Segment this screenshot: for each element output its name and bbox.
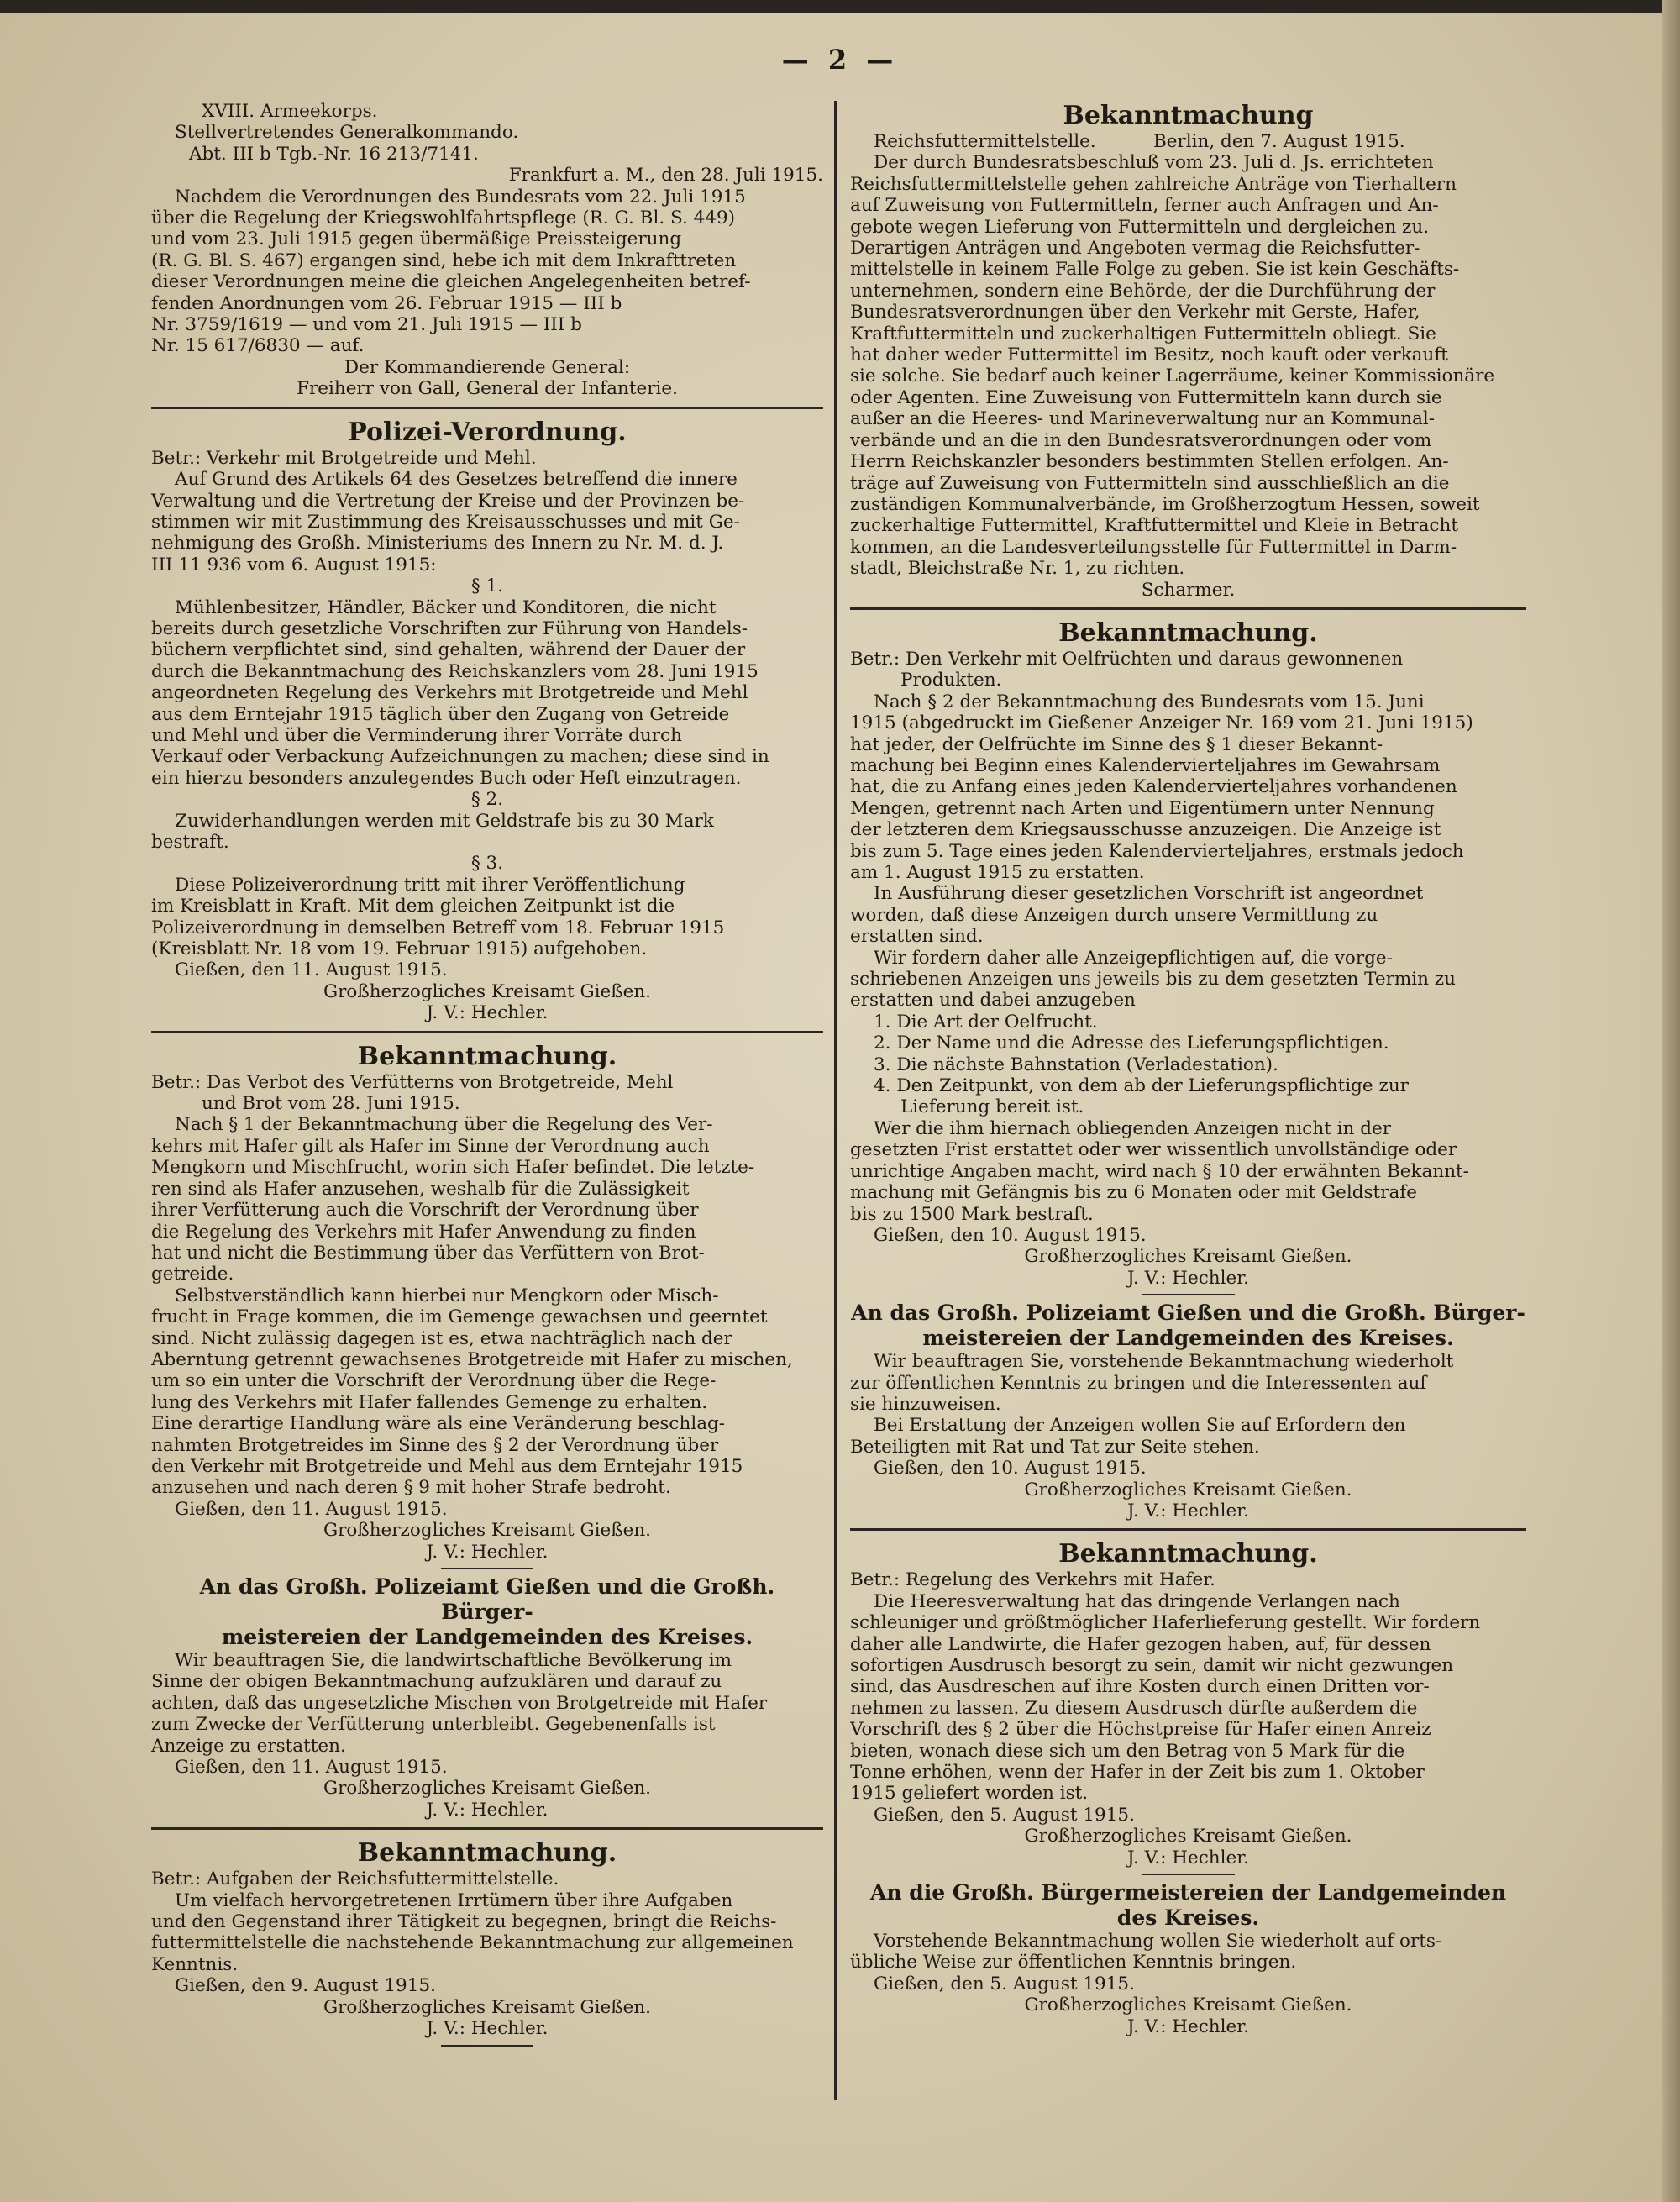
- text-line: fenden Anordnungen vom 26. Februar 1915 — III b: [151, 292, 622, 314]
- date-line: Gießen, den 11. August 1915.: [175, 959, 448, 981]
- text-line: Produkten.: [900, 670, 1002, 691]
- date-line: Gießen, den 11. August 1915.: [175, 1498, 448, 1520]
- text-line: Kenntnis.: [151, 1953, 239, 1975]
- text-line: verbände und an die in den Bundesratsverordnungen oder vom: [850, 429, 1432, 451]
- text-line: schleuniger und größtmöglicher Haferlieferung gestellt. Wir fordern: [850, 1612, 1481, 1634]
- text-line: Polizeiverordnung in demselben Betreff vom 18. Februar 1915: [151, 917, 725, 938]
- text-line: 1915 geliefert worden ist.: [850, 1783, 1089, 1805]
- text-line: XVIII. Armeekorps.: [202, 101, 378, 122]
- text-line: Auf Grund des Artikels 64 des Gesetzes betreffend die innere: [175, 469, 738, 491]
- text-line: Die Heeresverwaltung hat das dringende Verlangen nach: [874, 1590, 1400, 1612]
- text-line: bis zum 5. Tage eines jeden Kalendervierteljahres, erstmals jedoch: [850, 840, 1464, 862]
- text-line: Diese Polizeiverordnung tritt mit ihrer Veröffentlichung: [175, 874, 685, 896]
- text-line: Mengkorn und Mischfrucht, worin sich Hafer befindet. Die letzte-: [151, 1157, 755, 1179]
- signature: J. V.: Hechler.: [1126, 1847, 1249, 1868]
- date-line: Gießen, den 11. August 1915.: [175, 1757, 448, 1779]
- text-line: Wer die ihm hiernach obliegenden Anzeigen nicht in der: [874, 1117, 1391, 1139]
- text-line: übliche Weise zur öffentlichen Kenntnis bringen.: [850, 1952, 1297, 1973]
- text-line: Anzeige zu erstatten.: [151, 1735, 346, 1757]
- text-line: Wir beauftragen Sie, vorstehende Bekanntmachung wiederholt: [874, 1351, 1454, 1373]
- text-line: träge auf Zuweisung von Futtermitteln sind ausschließlich an die: [850, 472, 1450, 494]
- text-line: stimmen wir mit Zustimmung des Kreisausschusses und mit Ge-: [151, 511, 740, 533]
- signature: Freiherr von Gall, General der Infanterie.: [297, 378, 678, 400]
- text-line: Nr. 3759/1619 — und vom 21. Juli 1915 — III b: [151, 314, 582, 336]
- polizei-verordnung: [151, 418, 823, 1024]
- section-title-cont: meistereien der Landgemeinden des Kreises.: [922, 1326, 1454, 1351]
- short-rule: [441, 2045, 533, 2047]
- bekanntmachung-reichsfuttermittel: [151, 1838, 823, 2046]
- text-line: Betr.: Aufgaben der Reichsfuttermittelstelle.: [151, 1868, 559, 1890]
- text-line: bereits durch gesetzliche Vorschriften zur Führung von Handels-: [151, 618, 748, 639]
- text-line: den Verkehr mit Brotgetreide und Mehl aus dem Erntejahr 1915: [151, 1455, 743, 1477]
- text-line: anzusehen und nach deren § 9 mit hoher Strafe bedroht.: [151, 1477, 671, 1499]
- text-line: worden, daß diese Anzeigen durch unsere Vermittlung zu: [850, 904, 1378, 926]
- text-line: aus dem Erntejahr 1915 täglich über den Zugang von Getreide: [151, 703, 730, 725]
- text-line: Zuwiderhandlungen werden mit Geldstrafe bis zu 30 Mark: [175, 810, 714, 832]
- text-line: hat, die zu Anfang eines jeden Kalendervierteljahres vorhandenen: [850, 776, 1457, 798]
- signature: Scharmer.: [1141, 579, 1236, 601]
- text-line: schriebenen Anzeigen uns jeweils bis zu dem gesetzten Termin zu: [850, 969, 1456, 991]
- page-number: — 2 —: [781, 44, 899, 76]
- text-line: III 11 936 vom 6. August 1915:: [151, 554, 437, 575]
- text-line: hat daher weder Futtermittel im Besitz, noch kauft oder verkauft: [850, 344, 1448, 366]
- text-line: In Ausführung dieser gesetzlichen Vorschrift ist angeordnet: [874, 883, 1424, 905]
- text-line: Verwaltung und die Vertretung der Kreise und der Provinzen be-: [151, 490, 745, 512]
- short-rule: [441, 1568, 533, 1569]
- text-line: Verkauf oder Verbackung Aufzeichnungen zu machen; diese sind in: [151, 746, 769, 768]
- text-line: zuckerhaltige Futtermittel, Kraftfuttermittel und Kleie in Betracht: [850, 515, 1459, 537]
- text-line: und Mehl und über die Verminderung ihrer Vorräte durch: [151, 724, 682, 746]
- text-line: Sinne der obigen Bekanntmachung aufzuklären und darauf zu: [151, 1671, 722, 1693]
- text-line: mittelstelle in keinem Falle Folge zu geben. Sie ist kein Geschäfts-: [850, 259, 1460, 281]
- text-line: 1915 (abgedruckt im Gießener Anzeiger Nr. 169 vom 21. Juni 1915): [850, 712, 1473, 734]
- text-line: der letzteren dem Kriegsausschusse anzuzeigen. Die Anzeige ist: [850, 819, 1441, 841]
- text-line: achten, daß das ungesetzliche Mischen von Brotgetreide mit Hafer: [151, 1692, 768, 1714]
- text-line: dieser Verordnungen meine die gleichen Angelegenheiten betref-: [151, 271, 751, 293]
- text-line: ren sind als Hafer anzusehen, weshalb für die Zulässigkeit: [151, 1178, 690, 1200]
- section-title: An das Großh. Polizeiamt Gießen und die Großh. Bürger-: [851, 1301, 1525, 1326]
- text-line: Selbstverständlich kann hierbei nur Mengkorn oder Misch-: [175, 1285, 719, 1306]
- office-line: Großherzogliches Kreisamt Gießen.: [323, 1520, 652, 1542]
- text-line: nahmten Brotgetreides im Sinne des § 2 der Verordnung über: [151, 1434, 719, 1456]
- text-line: die Regelung des Verkehrs mit Hafer Anwendung zu finden: [151, 1221, 696, 1243]
- short-rule: [1142, 1874, 1235, 1875]
- text-line: Bundesratsverordnungen über den Verkehr mit Gerste, Hafer,: [850, 302, 1420, 323]
- signature: J. V.: Hechler.: [1126, 1500, 1249, 1521]
- signature: J. V.: Hechler.: [426, 2018, 549, 2040]
- text-line: und Brot vom 28. Juni 1915.: [202, 1093, 460, 1115]
- text-line: machung bei Beginn eines Kalendervierteljahres im Gewahrsam: [850, 754, 1441, 776]
- text-line: büchern verpflichtet sind, sind gehalten, während der Dauer der: [151, 639, 746, 661]
- text-line: unrichtige Angaben macht, wird nach § 10 der erwähnten Bekannt-: [850, 1160, 1469, 1182]
- office-line: Großherzogliches Kreisamt Gießen.: [323, 1778, 652, 1800]
- left-column: [151, 101, 823, 2052]
- text-line: außer an die Heeres- und Marineverwaltung nur an Kommunal-: [850, 408, 1436, 430]
- text-line: nehmen zu lassen. Zu diesem Ausdrusch dürfte außerdem die: [850, 1697, 1418, 1719]
- text-line: im Kreisblatt in Kraft. Mit dem gleichen Zeitpunkt ist die: [151, 896, 675, 917]
- section-title: Bekanntmachung.: [357, 1838, 617, 1868]
- text-line: Wir fordern daher alle Anzeigepflichtigen auf, die vorge-: [874, 947, 1393, 969]
- text-line: Nach § 1 der Bekanntmachung über die Regelung des Ver-: [175, 1114, 713, 1136]
- text-line: sind. Nicht zulässig dagegen ist es, etwa nachträglich nach der: [151, 1327, 732, 1349]
- paragraph-mark: § 2.: [470, 789, 504, 811]
- signature: J. V.: Hechler.: [426, 1799, 549, 1821]
- text-line: gesetzten Frist erstattet oder wer wissentlich unvollständige oder: [850, 1139, 1457, 1161]
- text-line: Aberntung getrennt gewachsenes Brotgetreide mit Hafer zu mischen,: [151, 1348, 793, 1370]
- text-line: Vorstehende Bekanntmachung wollen Sie wiederholt auf orts-: [874, 1931, 1442, 1952]
- office-line: Großherzogliches Kreisamt Gießen.: [323, 980, 652, 1002]
- section-rule: [850, 607, 1526, 610]
- section-rule: [850, 1528, 1526, 1531]
- text-line: Beteiligten mit Rat und Tat zur Seite stehen.: [850, 1436, 1260, 1458]
- top-border: [0, 0, 1680, 13]
- section-rule: [151, 1031, 823, 1033]
- text-line: zuständigen Kommunalverbände, im Großherzogtum Hessen, soweit: [850, 493, 1480, 515]
- section-title: Bekanntmachung.: [357, 1041, 617, 1071]
- text-line: bis zu 1500 Mark bestraft.: [850, 1203, 1094, 1225]
- text-line: sie solche. Sie bedarf auch keiner Lagerräume, keiner Kommissionäre: [850, 365, 1495, 387]
- bekanntmachung-verfuettern: [151, 1042, 823, 1569]
- column-divider: [834, 101, 837, 2100]
- text-line: getreide.: [151, 1264, 234, 1285]
- text-line: ein hierzu besonders anzulegendes Buch oder Heft einzutragen.: [151, 767, 742, 789]
- text-line: Bei Erstattung der Anzeigen wollen Sie auf Erfordern den: [874, 1415, 1406, 1437]
- text-line: stadt, Bleichstraße Nr. 1, zu richten.: [850, 558, 1185, 580]
- section-title: Bekanntmachung.: [1058, 618, 1318, 648]
- text-line: kehrs mit Hafer gilt als Hafer im Sinne der Verordnung auch: [151, 1135, 710, 1157]
- text-line: sind, das Ausdreschen auf ihre Kosten durch einen Dritten vor-: [850, 1676, 1430, 1698]
- date-line: Gießen, den 5. August 1915.: [874, 1804, 1135, 1826]
- office-line: Großherzogliches Kreisamt Gießen.: [1024, 1826, 1352, 1847]
- section-title: An die Großh. Bürgermeistereien der Landgemeinden: [869, 1880, 1507, 1905]
- text-line: Abt. III b Tgb.-Nr. 16 213/7141.: [189, 143, 479, 165]
- text-line: Nach § 2 der Bekanntmachung des Bundesrats vom 15. Juni: [874, 691, 1425, 712]
- list-item: 3. Die nächste Bahnstation (Verladestation).: [874, 1054, 1278, 1075]
- text-line: Derartigen Anträgen und Angeboten vermag die Reichsfutter-: [850, 238, 1420, 260]
- text-line: durch die Bekanntmachung des Reichskanzlers vom 28. Juni 1915: [151, 660, 759, 682]
- text-line: lung des Verkehrs mit Hafer fallendes Gemenge zu erhalten.: [151, 1391, 708, 1413]
- text-line: kommen, an die Landesverteilungsstelle für Futtermittel in Darm-: [850, 536, 1457, 558]
- text-line: sofortigen Ausdrusch besorgt zu sein, damit wir nicht gezwungen: [850, 1655, 1454, 1676]
- text-line: bieten, wonach diese sich um den Betrag von 5 Mark für die: [850, 1740, 1405, 1762]
- armeekorps-notice: [151, 101, 823, 400]
- text-line: (Kreisblatt Nr. 18 vom 19. Februar 1915) aufgehoben.: [151, 938, 648, 960]
- right-column: [850, 101, 1526, 2037]
- signature: J. V.: Hechler.: [426, 1541, 549, 1563]
- bekanntmachung-berlin: [850, 101, 1526, 601]
- text-line: um so ein unter die Vorschrift der Verordnung über die Rege-: [151, 1370, 717, 1392]
- text-line: hat jeder, der Oelfrüchte im Sinne des § 1 dieser Bekannt-: [850, 733, 1383, 755]
- bekanntmachung-hafer: [850, 1539, 1526, 1875]
- text-line: zur öffentlichen Kenntnis zu bringen und die Interessenten auf: [850, 1372, 1427, 1394]
- signature-title: Der Kommandierende General:: [344, 356, 631, 378]
- text-line: (R. G. Bl. S. 467) ergangen sind, hebe ich mit dem Inkrafttreten: [151, 250, 737, 271]
- text-line: Mühlenbesitzer, Händler, Bäcker und Konditoren, die nicht: [175, 596, 717, 618]
- text-line: bestraft.: [151, 832, 229, 853]
- text-line: erstatten sind.: [850, 926, 984, 948]
- section-title: An das Großh. Polizeiamt Gießen und die Großh. Bürger-: [199, 1574, 775, 1624]
- text-line: und vom 23. Juli 1915 gegen übermäßige Preissteigerung: [151, 229, 682, 250]
- an-polizeiamt-2: [850, 1301, 1526, 1521]
- text-line: sie hinzuweisen.: [850, 1393, 1001, 1415]
- short-rule: [1142, 1294, 1235, 1295]
- text-line: Um vielfach hervorgetretenen Irrtümern über ihre Aufgaben: [175, 1889, 733, 1911]
- text-line: auf Zuweisung von Futtermitteln, ferner auch Anfragen und An-: [850, 195, 1439, 217]
- text-line: machung mit Gefängnis bis zu 6 Monaten oder mit Geldstrafe: [850, 1182, 1417, 1204]
- section-rule: [151, 407, 823, 409]
- text-line: Nr. 15 617/6830 — auf.: [151, 335, 365, 357]
- text-line: Betr.: Den Verkehr mit Oelfrüchten und daraus gewonnenen: [850, 648, 1404, 670]
- paragraph-mark: § 1.: [470, 575, 504, 597]
- date-line: Gießen, den 10. August 1915.: [874, 1224, 1147, 1246]
- text-line: Der durch Bundesratsbeschluß vom 23. Juli d. Js. errichteten: [874, 152, 1434, 174]
- text-line: daher alle Landwirte, die Hafer gezogen haben, auf, für dessen: [850, 1633, 1431, 1655]
- text-line: Betr.: Verkehr mit Brotgetreide und Mehl.: [151, 447, 537, 469]
- text-line: Vorschrift des § 2 über die Höchstpreise für Hafer einen Anreiz: [850, 1719, 1431, 1741]
- text-line: Wir beauftragen Sie, die landwirtschaftliche Bevölkerung im: [175, 1650, 732, 1671]
- section-rule: [151, 1827, 823, 1830]
- header-line: Reichsfuttermittelstelle. Berlin, den 7. August 1915.: [874, 131, 1405, 152]
- list-item: 1. Die Art der Oelfrucht.: [874, 1011, 1098, 1033]
- paragraph-mark: § 3.: [470, 853, 504, 875]
- text-line: und den Gegenstand ihrer Tätigkeit zu begegnen, bringt die Reichs-: [151, 1911, 777, 1933]
- bekanntmachung-oelfruechte: [850, 618, 1526, 1295]
- list-item: 4. Den Zeitpunkt, von dem ab der Lieferungspflichtige zur: [874, 1075, 1409, 1097]
- date-line: Gießen, den 5. August 1915.: [874, 1973, 1135, 1994]
- text-line: Betr.: Das Verbot des Verfütterns von Brotgetreide, Mehl: [151, 1071, 674, 1093]
- text-line: Betr.: Regelung des Verkehrs mit Hafer.: [850, 1569, 1215, 1591]
- text-line: ihrer Verfütterung auch die Vorschrift der Verordnung über: [151, 1200, 699, 1222]
- signature: J. V.: Hechler.: [1126, 1267, 1249, 1289]
- section-title: Bekanntmachung.: [1058, 1539, 1318, 1569]
- section-title: Bekanntmachung: [1063, 101, 1314, 130]
- text-line: am 1. August 1915 zu erstatten.: [850, 862, 1145, 883]
- text-line: Stellvertretendes Generalkommando.: [175, 122, 519, 144]
- date-line: Gießen, den 9. August 1915.: [175, 1975, 436, 1997]
- text-line: nehmigung des Großh. Ministeriums des Innern zu Nr. M. d. J.: [151, 533, 724, 554]
- text-line: Kraftfuttermitteln und zuckerhaltigen Futtermitteln obliegt. Sie: [850, 323, 1436, 344]
- text-line: Mengen, getrennt nach Arten und Eigentümern unter Nennung: [850, 797, 1435, 819]
- section-title-cont: meistereien der Landgemeinden des Kreises.: [221, 1625, 753, 1649]
- section-title: Polizei-Verordnung.: [348, 417, 627, 447]
- text-line: Herrn Reichskanzler besonders bestimmten Stellen erfolgen. An-: [850, 451, 1449, 473]
- an-buergermeistereien: [850, 1880, 1526, 2037]
- text-line: frucht in Frage kommen, die im Gemenge gewachsen und geerntet: [151, 1306, 768, 1328]
- text-line: angeordneten Regelung des Verkehrs mit Brotgetreide und Mehl: [151, 682, 748, 704]
- text-line: Eine derartige Handlung wäre als eine Veränderung beschlag-: [151, 1413, 726, 1435]
- an-polizeiamt-1: [151, 1574, 823, 1821]
- list-item: 2. Der Name und die Adresse des Lieferungspflichtigen.: [874, 1033, 1389, 1054]
- list-item-cont: Lieferung bereit ist.: [900, 1096, 1084, 1118]
- office-line: Großherzogliches Kreisamt Gießen.: [323, 1996, 652, 2018]
- text-line: Frankfurt a. M., den 28. Juli 1915.: [508, 165, 823, 187]
- text-line: hat und nicht die Bestimmung über das Verfüttern von Brot-: [151, 1242, 705, 1264]
- office-line: Großherzogliches Kreisamt Gießen.: [1024, 1246, 1352, 1268]
- section-title-cont: des Kreises.: [1116, 1905, 1260, 1931]
- office-line: Großherzogliches Kreisamt Gießen.: [1024, 1479, 1352, 1500]
- text-line: unternehmen, sondern eine Behörde, der die Durchführung der: [850, 280, 1436, 302]
- text-line: Nachdem die Verordnungen des Bundesrats vom 22. Juli 1915: [175, 186, 746, 208]
- signature: J. V.: Hechler.: [1126, 2015, 1249, 2037]
- text-line: erstatten und dabei anzugeben: [850, 990, 1136, 1012]
- signature: J. V.: Hechler.: [426, 1002, 549, 1024]
- page-edge: [1662, 0, 1680, 2202]
- text-line: zum Zwecke der Verfütterung unterbleibt. Gegebenenfalls ist: [151, 1714, 716, 1736]
- date-line: Gießen, den 10. August 1915.: [874, 1458, 1147, 1479]
- text-line: Tonne erhöhen, wenn der Hafer in der Zeit bis zum 1. Oktober: [850, 1762, 1425, 1784]
- text-line: gebote wegen Lieferung von Futtermitteln und dergleichen zu.: [850, 216, 1430, 238]
- office-line: Großherzogliches Kreisamt Gießen.: [1024, 1994, 1352, 2016]
- text-line: futtermittelstelle die nachstehende Bekanntmachung zur allgemeinen: [151, 1932, 794, 1954]
- text-line: Reichsfuttermittelstelle gehen zahlreiche Anträge von Tierhaltern: [850, 173, 1457, 195]
- text-line: über die Regelung der Kriegswohlfahrtspflege (R. G. Bl. S. 449): [151, 208, 736, 229]
- text-line: oder Agenten. Eine Zuweisung von Futtermitteln kann durch sie: [850, 386, 1442, 408]
